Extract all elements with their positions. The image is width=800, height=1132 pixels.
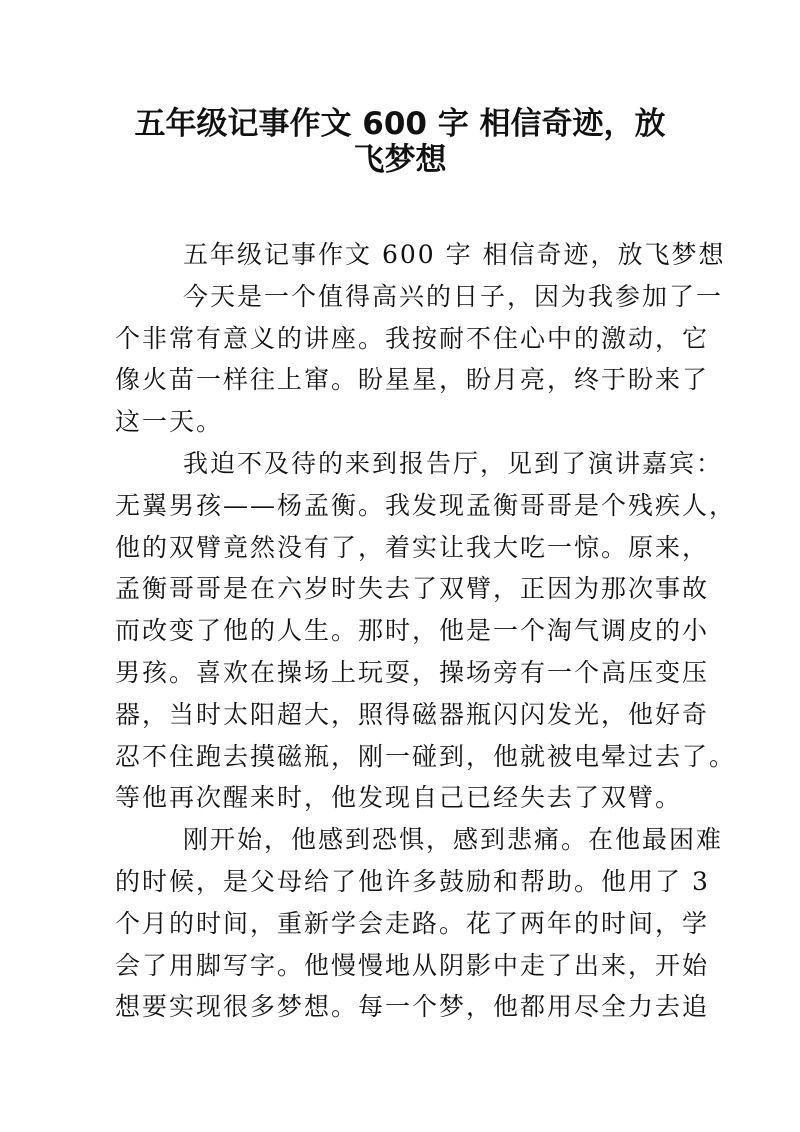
body-text-line: 器，当时太阳超大，照得磁器瓶闪闪发光，他好奇 (115, 699, 710, 729)
body-text-line: 的时候，是父母给了他许多鼓励和帮助。他用了 3 (115, 867, 710, 896)
body-text-line: 等他再次醒来时，他发现自己已经失去了双臂。 (115, 783, 683, 813)
body-text-line: 他的双臂竟然没有了，着实让我大吃一惊。原来， (115, 532, 710, 562)
body-text-line: 五年级记事作文 600 字 相信奇迹，放飞梦想 (183, 240, 726, 269)
body-text-line: 像火苗一样往上窜。盼星星，盼月亮，终于盼来了 (115, 365, 710, 395)
body-text-line: 想要实现很多梦想。每一个梦，他都用尽全力去追 (115, 992, 710, 1022)
body-text-line: 忍不住跑去摸磁瓶，刚一碰到，他就被电晕过去了。 (115, 741, 737, 771)
document-title-line-1: 五年级记事作文 600 字 相信奇迹，放 (134, 106, 666, 142)
body-text-line: 今天是一个值得高兴的日子，因为我参加了一 (183, 281, 724, 311)
body-text-line: 刚开始，他感到恐惧，感到悲痛。在他最困难 (183, 825, 724, 855)
body-text-line: 个月的时间，重新学会走路。花了两年的时间，学 (115, 908, 710, 938)
body-text-line: 会了用脚写字。他慢慢地从阴影中走了出来，开始 (115, 950, 710, 980)
body-text-line: 男孩。喜欢在操场上玩耍，操场旁有一个高压变压 (115, 658, 710, 687)
body-text-line: 这一天。 (115, 407, 224, 437)
body-text-line: 而改变了他的人生。那时，他是一个淘气调皮的小 (115, 616, 710, 646)
document-title-line-2: 飞梦想 (353, 142, 447, 178)
body-text-line: 孟衡哥哥是在六岁时失去了双臂，正因为那次事故 (115, 574, 710, 604)
body-text-line: 无翼男孩——杨孟衡。我发现孟衡哥哥是个残疾人， (115, 490, 737, 520)
body-text-line: 个非常有意义的讲座。我按耐不住心中的激动，它 (115, 323, 710, 353)
body-text-line: 我迫不及待的来到报告厅，见到了演讲嘉宾： (183, 449, 724, 478)
